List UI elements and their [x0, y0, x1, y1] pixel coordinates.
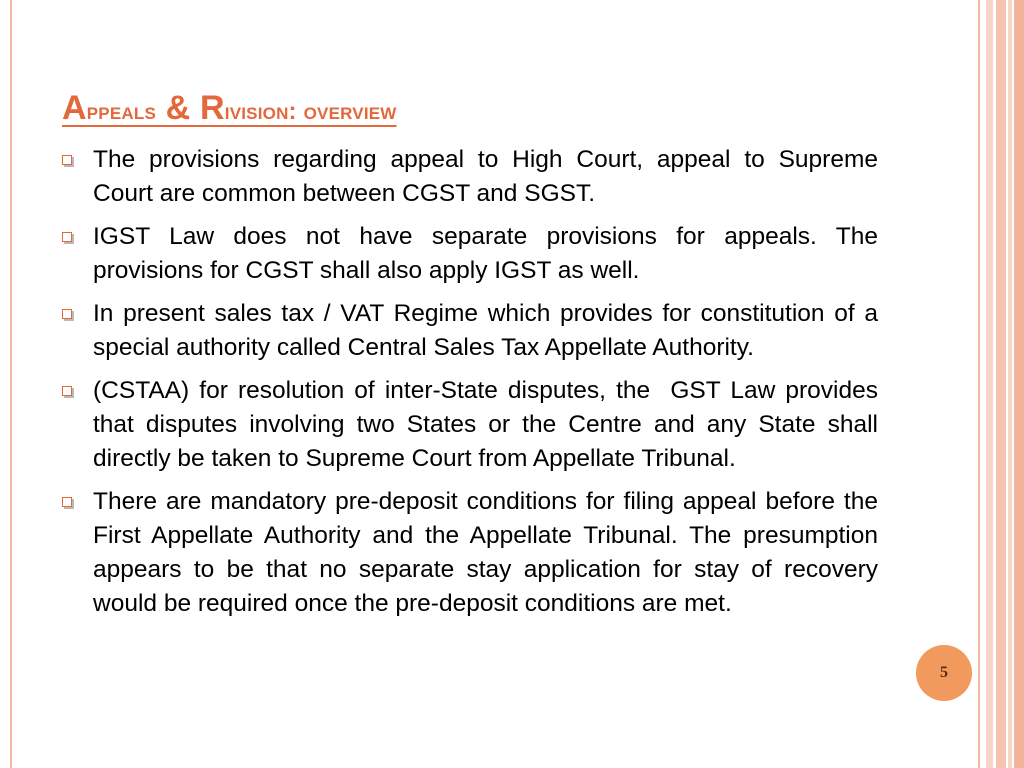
right-border-stripe — [986, 0, 993, 768]
bullet-text: In present sales tax / VAT Regime which provides for constitution of a special authority called Central Sales Tax Appellate Authority. — [93, 300, 878, 361]
bullet-item — [62, 297, 878, 365]
bullet-item — [62, 485, 878, 621]
title-ampersand: & — [155, 89, 201, 127]
slide-title — [62, 88, 397, 132]
bullet-item — [62, 220, 878, 288]
title-initial-a: A — [62, 89, 87, 127]
bullet-text: IGST Law does not have separate provisions for appeals. The provisions for CGST shall also apply IGST as well. — [93, 223, 878, 284]
hollow-square-bullet-icon — [62, 386, 72, 396]
right-border-stripe — [1014, 0, 1024, 768]
left-border-line — [10, 0, 12, 768]
bullet-text: There are mandatory pre-deposit conditions for filing appeal before the First Appellate Authority and the Appellate Tribunal. The presumption appears to be that no separate stay application for stay of recovery would be required once the pre-deposit conditions are met. — [93, 488, 878, 617]
bullet-item — [62, 143, 878, 211]
right-border-stripe — [996, 0, 1006, 768]
hollow-square-bullet-icon — [62, 497, 72, 507]
hollow-square-bullet-icon — [62, 232, 72, 242]
bullet-list — [62, 143, 885, 630]
title-initial-r: R — [200, 89, 225, 127]
title-word-rivision-rest: ivision: overview — [224, 98, 397, 125]
bullet-item — [62, 374, 885, 476]
title-word-appeals-rest: ppeals — [86, 98, 156, 125]
bullet-text: (CSTAA) for resolution of inter-State disputes, the GST Law provides that disputes involving two States or the Centre and any State shall directly be taken to Supreme Court from Appellate Tribunal. — [93, 377, 885, 472]
hollow-square-bullet-icon — [62, 155, 72, 165]
page-number-badge: 5 — [916, 645, 972, 701]
hollow-square-bullet-icon — [62, 309, 72, 319]
right-border-stripe — [978, 0, 980, 768]
bullet-text: The provisions regarding appeal to High Court, appeal to Supreme Court are common between CGST and SGST. — [93, 146, 878, 207]
right-border-stripe — [1008, 0, 1012, 768]
